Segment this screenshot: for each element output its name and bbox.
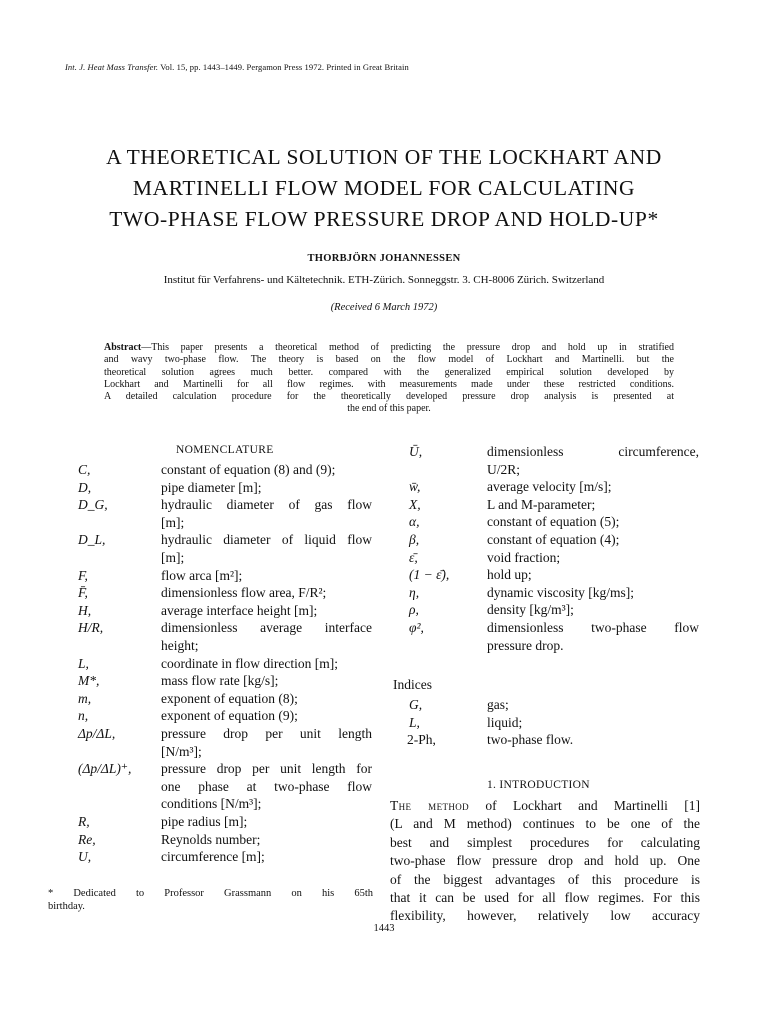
nomenclature-definition: conditions [N/m³]; bbox=[161, 796, 262, 812]
received-date: (Received 6 March 1972) bbox=[330, 302, 438, 313]
nomenclature-definition: average interface height [m]; bbox=[161, 602, 318, 618]
nomenclature-definition: pressure drop per unit length for bbox=[161, 761, 372, 777]
nomenclature-symbol: (1 − ε̄), bbox=[409, 567, 450, 583]
abstract-line: Abstract—This paper presents a theoretical method of predicting the pressure drop and hold up in stratified bbox=[104, 342, 674, 353]
page-number: 1443 bbox=[373, 923, 395, 934]
nomenclature-symbol: n, bbox=[78, 708, 89, 724]
introduction-line: (L and M method) continues to be one of the bbox=[390, 816, 700, 832]
nomenclature-symbol: ρ, bbox=[409, 602, 419, 618]
journal-name: Int. J. Heat Mass Transfer. bbox=[65, 62, 159, 72]
introduction-lead: The method bbox=[390, 798, 470, 813]
nomenclature-symbol: R, bbox=[78, 814, 90, 829]
nomenclature-definition: density [kg/m³]; bbox=[487, 602, 574, 618]
nomenclature-symbol: L, bbox=[78, 655, 89, 671]
index-symbol: G, bbox=[409, 697, 423, 712]
nomenclature-symbol: α, bbox=[409, 514, 420, 530]
title-line: MARTINELLI FLOW MODEL FOR CALCULATING bbox=[132, 176, 636, 200]
nomenclature-symbol: U, bbox=[78, 849, 92, 865]
introduction-line: flexibility, however, relatively low accuracy bbox=[390, 908, 700, 924]
nomenclature-definition: constant of equation (4); bbox=[487, 532, 620, 547]
nomenclature-symbol: H/R, bbox=[78, 620, 104, 636]
author-affiliation: Institut für Verfahrens- und Kältetechnik. ETH-Zürich. Sonneggstr. 3. CH-8006 Zürich. Switzerland bbox=[163, 274, 605, 286]
nomenclature-symbol: D, bbox=[78, 479, 92, 495]
abstract-label: Abstract bbox=[104, 342, 142, 353]
index-definition: two-phase flow. bbox=[487, 732, 574, 748]
nomenclature-definition: [m]; bbox=[161, 550, 185, 565]
nomenclature-symbol: φ², bbox=[409, 620, 424, 635]
footnote bbox=[48, 888, 373, 913]
nomenclature-definition: hydraulic diameter of liquid flow bbox=[161, 532, 372, 548]
footnote-line: * Dedicated to Professor Grassmann on his 65th bbox=[48, 888, 373, 899]
nomenclature-symbol: F, bbox=[78, 567, 88, 583]
abstract-line: the end of this paper. bbox=[347, 403, 431, 415]
nomenclature-definition: one phase at two-phase flow bbox=[161, 778, 372, 794]
journal-details: Vol. 15, pp. 1443–1449. Pergamon Press 1972. Printed in Great Britain bbox=[160, 62, 409, 72]
introduction-line: of the biggest advantages of this procedure is bbox=[390, 871, 700, 887]
journal-citation bbox=[65, 62, 409, 72]
nomenclature-symbol: η, bbox=[409, 584, 420, 600]
nomenclature-definition: L and M-parameter; bbox=[487, 496, 596, 512]
nomenclature-definition: void fraction; bbox=[487, 549, 561, 565]
nomenclature-definition: [m]; bbox=[161, 514, 185, 530]
nomenclature-definition: average velocity [m/s]; bbox=[487, 479, 612, 495]
nomenclature-symbol: (Δp/ΔL)⁺, bbox=[78, 761, 132, 777]
nomenclature-symbol: β, bbox=[409, 532, 420, 547]
nomenclature-definition: height; bbox=[161, 638, 199, 653]
introduction-body bbox=[390, 797, 700, 926]
abstract-line: A detailed calculation procedure for the theoretically developed pressure drop analysis is presented at bbox=[104, 391, 674, 403]
nomenclature-definition: hydraulic diameter of gas flow bbox=[161, 497, 372, 513]
nomenclature-symbol: M*, bbox=[78, 673, 100, 689]
nomenclature-definition: [N/m³]; bbox=[161, 743, 202, 759]
abstract-line: theoretical solution agrees much better. compared with the generalized empirical solution developed by bbox=[104, 366, 674, 378]
nomenclature-symbol: m, bbox=[78, 690, 92, 706]
nomenclature-definition: exponent of equation (8); bbox=[161, 690, 298, 706]
nomenclature-definition: Reynolds number; bbox=[161, 831, 261, 847]
nomenclature-definition: coordinate in flow direction [m]; bbox=[161, 655, 338, 671]
nomenclature-symbol: D_G, bbox=[78, 497, 108, 513]
paper-title bbox=[40, 142, 728, 235]
abstract bbox=[104, 342, 674, 416]
nomenclature-symbol: w̄, bbox=[409, 479, 421, 495]
nomenclature-definition: pressure drop per unit length bbox=[161, 726, 372, 741]
nomenclature-definition: mass flow rate [kg/s]; bbox=[161, 673, 279, 689]
nomenclature-definition: dimensionless flow area, F/R²; bbox=[161, 585, 327, 601]
nomenclature-symbol: X, bbox=[409, 496, 421, 512]
introduction-heading: 1. INTRODUCTION bbox=[487, 779, 590, 791]
nomenclature-definition: constant of equation (5); bbox=[487, 514, 620, 530]
indices-heading: Indices bbox=[393, 677, 432, 692]
nomenclature-symbol: Δp/ΔL, bbox=[78, 726, 116, 741]
index-symbol: 2-Ph, bbox=[407, 732, 436, 748]
nomenclature-definition: dimensionless circumference, bbox=[487, 444, 699, 459]
nomenclature-definition: constant of equation (8) and (9); bbox=[161, 462, 336, 477]
nomenclature-symbol: ε̄, bbox=[409, 549, 418, 565]
abstract-line: Lockhart and Martinelli for all flow regimes. with measurements made under these restricted conditions. bbox=[104, 378, 674, 390]
nomenclature-definition: flow arca [m²]; bbox=[161, 567, 243, 583]
nomenclature-symbol: D_L, bbox=[78, 532, 106, 548]
introduction-line: best and simplest procedures for calculating bbox=[390, 834, 700, 850]
nomenclature-symbol: H, bbox=[78, 602, 92, 618]
introduction-line: The method of Lockhart and Martinelli [1] bbox=[390, 798, 700, 813]
nomenclature-definition: exponent of equation (9); bbox=[161, 708, 298, 724]
index-definition: gas; bbox=[487, 697, 509, 712]
index-symbol: L, bbox=[409, 714, 420, 730]
nomenclature-heading: NOMENCLATURE bbox=[176, 444, 274, 456]
introduction-line: two-phase flow pressure drop and hold up. One bbox=[390, 853, 700, 869]
nomenclature-definition: dimensionless two-phase flow bbox=[487, 620, 699, 635]
nomenclature-definition: dynamic viscosity [kg/ms]; bbox=[487, 584, 634, 600]
nomenclature-definition: dimensionless average interface bbox=[161, 620, 372, 636]
nomenclature-symbol: Ū, bbox=[409, 444, 423, 459]
title-line: A THEORETICAL SOLUTION OF THE LOCKHART AND bbox=[106, 145, 662, 169]
title-line: TWO-PHASE FLOW PRESSURE DROP AND HOLD-UP* bbox=[109, 207, 659, 231]
author-name: THORBJÖRN JOHANNESSEN bbox=[307, 253, 461, 264]
nomenclature-symbol: C, bbox=[78, 462, 91, 477]
nomenclature-definition: pipe radius [m]; bbox=[161, 814, 248, 829]
nomenclature-definition: hold up; bbox=[487, 567, 532, 583]
footnote-line: birthday. bbox=[48, 900, 85, 912]
nomenclature-symbol: Re, bbox=[78, 831, 96, 847]
introduction-line: that it can be used for all flow regimes. For this bbox=[390, 890, 700, 906]
nomenclature-definition: pipe diameter [m]; bbox=[161, 479, 262, 495]
nomenclature-definition: pressure drop. bbox=[487, 637, 564, 653]
index-definition: liquid; bbox=[487, 714, 523, 730]
abstract-line: and wavy two-phase flow. The theory is based on the flow model of Lockhart and Martinelli. but the bbox=[104, 354, 674, 366]
nomenclature-definition: circumference [m]; bbox=[161, 849, 265, 865]
nomenclature-definition: U/2R; bbox=[487, 461, 521, 477]
nomenclature-symbol: F̄, bbox=[78, 585, 88, 601]
